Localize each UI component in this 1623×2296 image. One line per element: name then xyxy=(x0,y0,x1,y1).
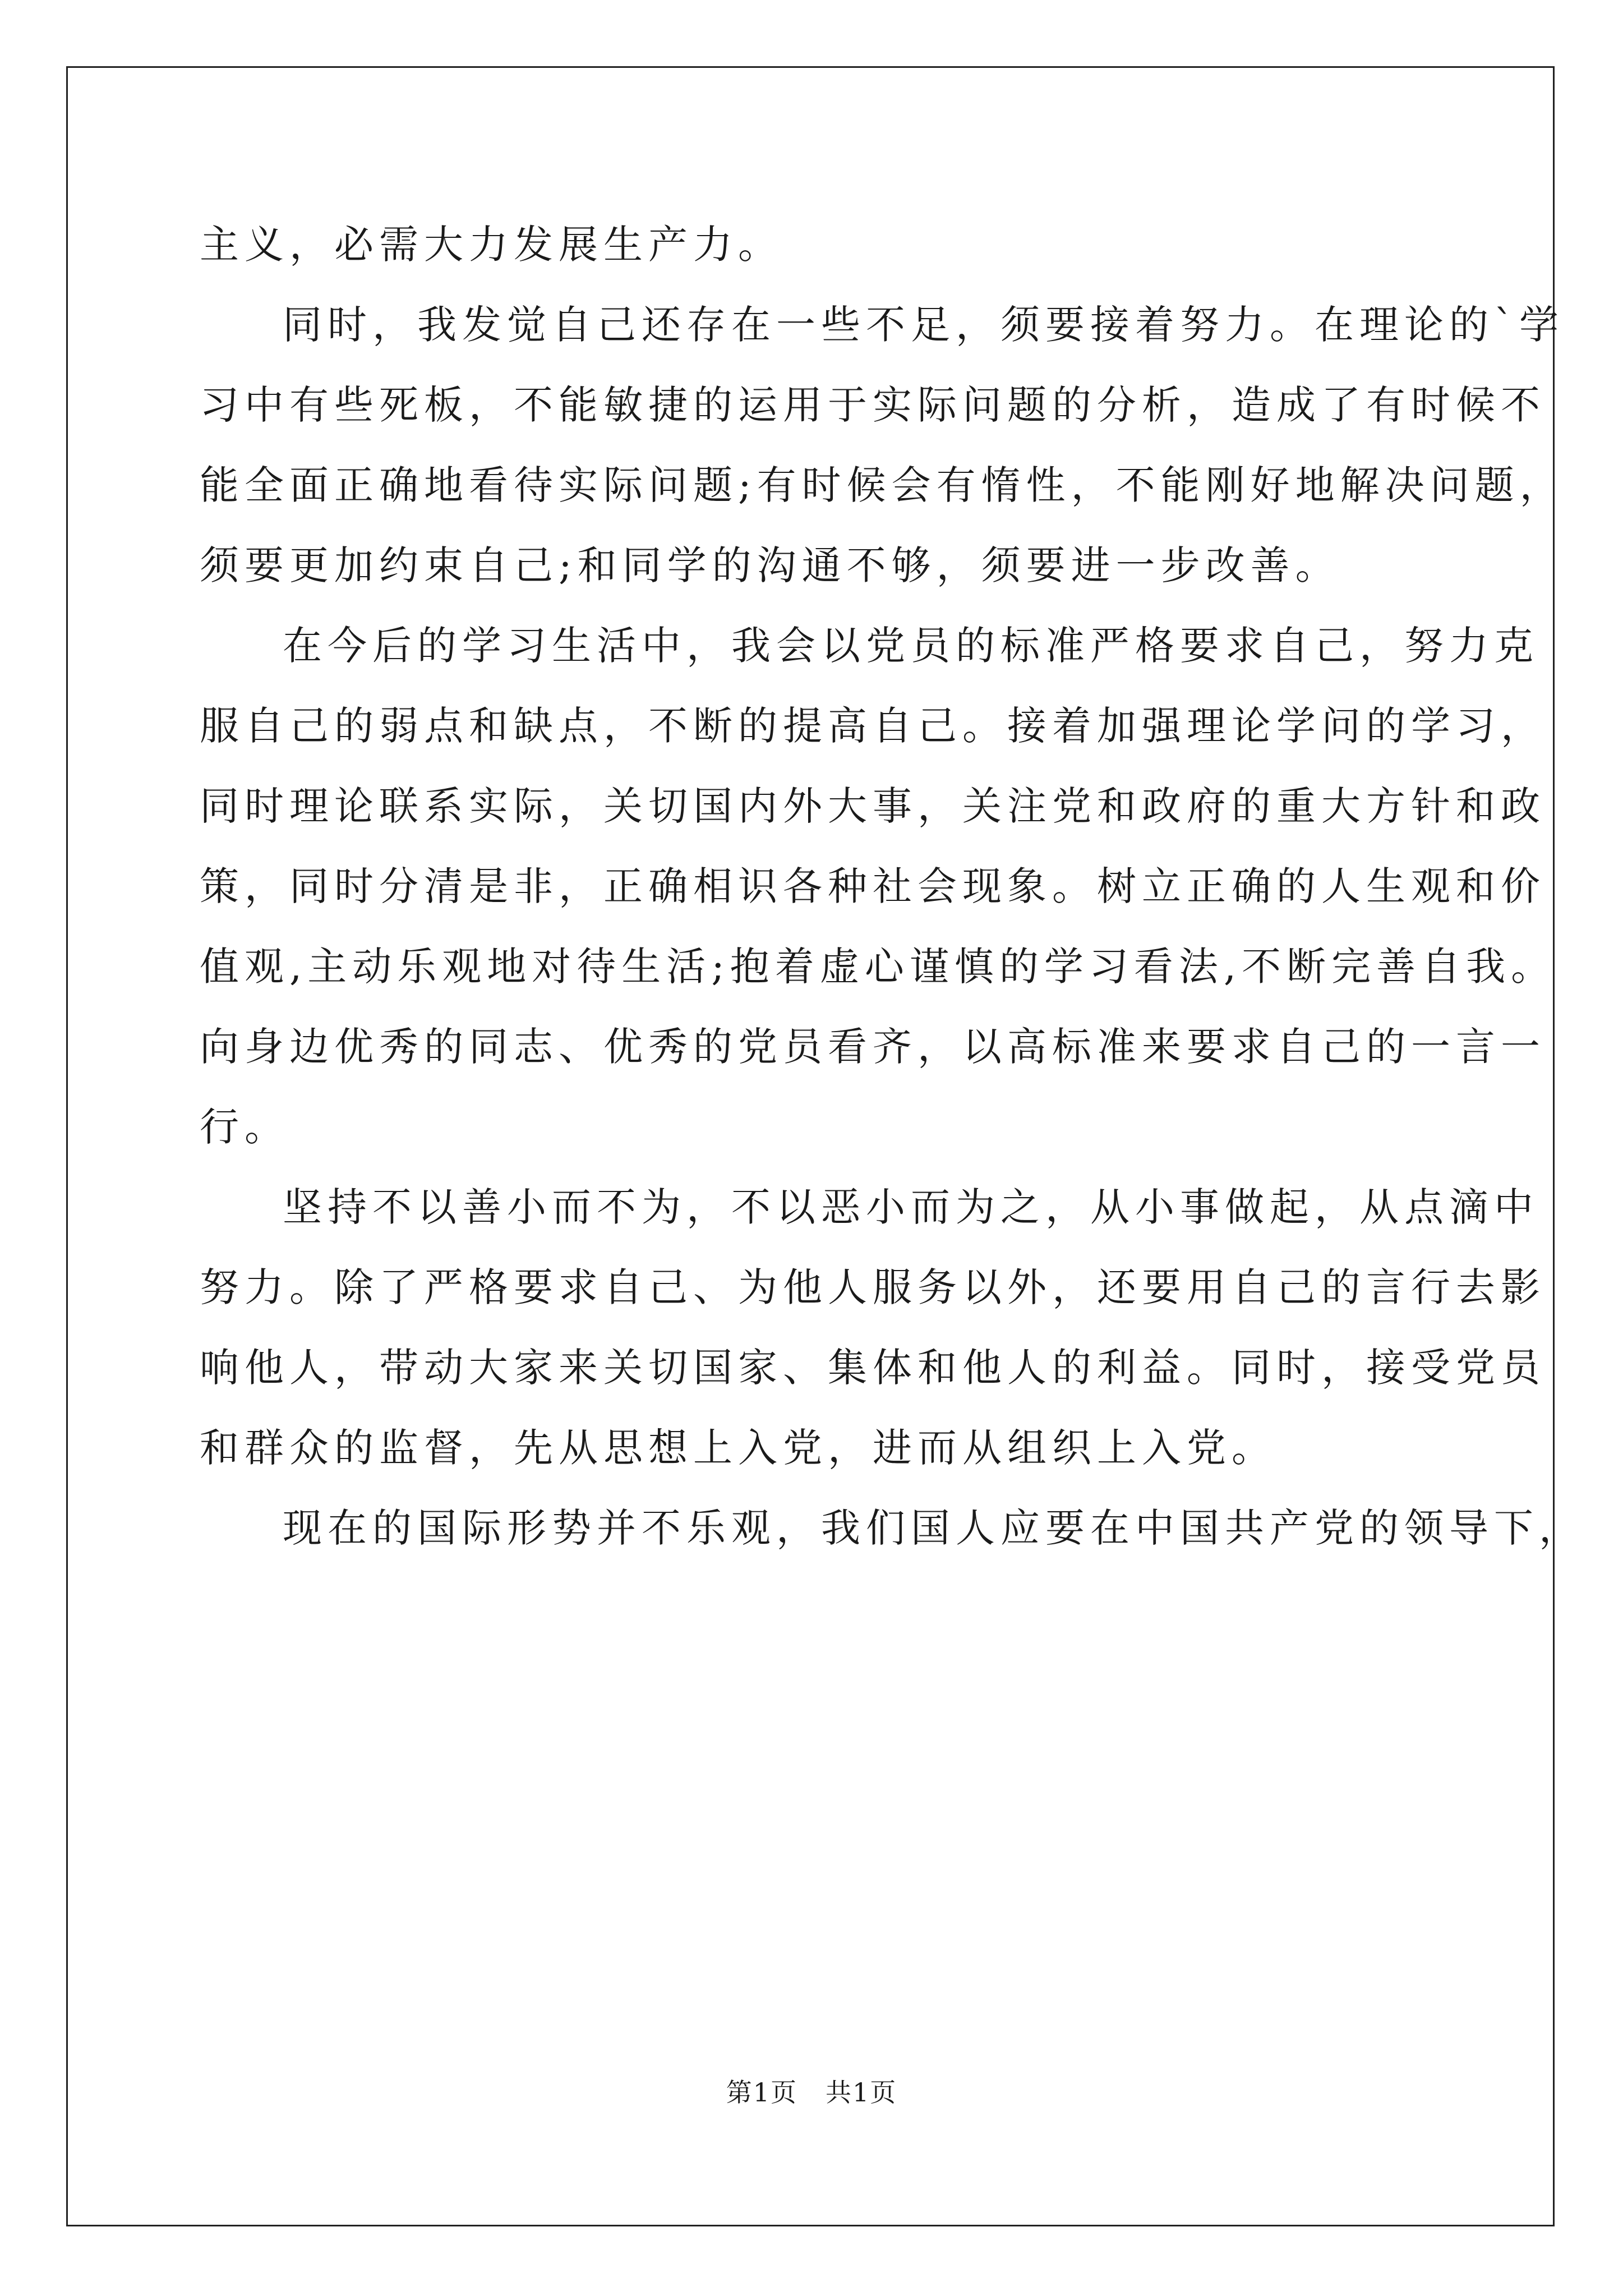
text-line: 和群众的监督，先从思想上入党，进而从组织上入党。 xyxy=(200,1425,1276,1471)
text-line: 主义，必需大力发展生产力。 xyxy=(200,222,783,268)
text-line: 响他人，带动大家来关切国家、集体和他人的利益。同时，接受党员 xyxy=(200,1345,1546,1391)
page-total: 共1页 xyxy=(826,2077,897,2108)
text-line: 努力。除了严格要求自己、为他人服务以外，还要用自己的言行去影 xyxy=(200,1264,1546,1310)
text-line: 服自己的弱点和缺点，不断的提高自己。接着加强理论学问的学习， xyxy=(200,703,1546,749)
text-line: 值观,主动乐观地对待生活;抱着虚心谨慎的学习看法,不断完善自我。 xyxy=(200,944,1556,990)
text-line: 向身边优秀的同志、优秀的党员看齐，以高标准来要求自己的一言一 xyxy=(200,1024,1546,1070)
text-line: 现在的国际形势并不乐观，我们国人应要在中国共产党的领导下， xyxy=(283,1505,1584,1551)
text-line: 须要更加约束自己;和同学的沟通不够，须要进一步改善。 xyxy=(200,542,1340,588)
text-line: 坚持不以善小而不为，不以恶小而为之，从小事做起，从点滴中 xyxy=(283,1184,1539,1230)
document-body xyxy=(200,205,1584,1568)
text-line: 能全面正确地看待实际问题;有时候会有惰性，不能刚好地解决问题， xyxy=(200,462,1565,508)
text-line: 行。 xyxy=(200,1104,289,1150)
text-line: 策，同时分清是非，正确相识各种社会现象。树立正确的人生观和价 xyxy=(200,863,1546,909)
page-number: 第1页 xyxy=(726,2077,797,2108)
page-footer xyxy=(0,2076,1623,2109)
text-line: 同时理论联系实际，关切国内外大事，关注党和政府的重大方针和政 xyxy=(200,783,1546,829)
text-line: 在今后的学习生活中，我会以党员的标准严格要求自己，努力克 xyxy=(283,623,1539,669)
text-line: 习中有些死板，不能敏捷的运用于实际问题的分析，造成了有时候不 xyxy=(200,382,1546,428)
text-line: 同时，我发觉自己还存在一些不足，须要接着努力。在理论的`学 xyxy=(283,302,1564,348)
